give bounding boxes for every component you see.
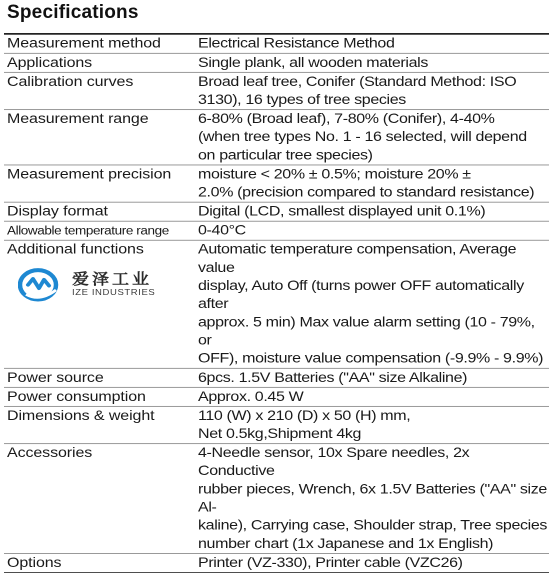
spec-row-accessories xyxy=(4,444,549,554)
spec-value-line: Broad leaf tree, Conifer (Standard Method: ISO xyxy=(198,74,517,90)
spec-value-line: Printer (VZ-330), Printer cable (VZC26) xyxy=(198,555,463,571)
spec-label: Power consumption xyxy=(7,389,146,405)
spec-value-line: OFF), moisture value compensation (-9.9% - 9.9%) xyxy=(198,351,544,367)
logo-chinese-text: 爱泽工业 xyxy=(72,270,152,289)
logo-english-text: IZE INDUSTRIES xyxy=(72,288,156,298)
spec-value-line: display, Auto Off (turns power OFF automatically after xyxy=(198,278,524,312)
spec-label: Dimensions & weight xyxy=(7,408,155,424)
spec-row-measurement-method xyxy=(4,35,549,54)
spec-label-cell xyxy=(4,241,194,368)
logo-text xyxy=(72,271,155,299)
spec-label: Calibration curves xyxy=(7,74,134,90)
spec-row-additional-functions xyxy=(4,241,549,369)
spec-value-line: number chart (1x Japanese and 1x English) xyxy=(198,536,494,552)
spec-value xyxy=(194,369,549,387)
spec-value-line: rubber pieces, Wrench, 6x 1.5V Batteries ("AA" size Al- xyxy=(198,482,547,516)
spec-label: Measurement method xyxy=(7,36,161,52)
spec-value-line: Single plank, all wooden materials xyxy=(198,55,429,71)
page-title: Specifications xyxy=(7,2,139,23)
spec-label: Accessories xyxy=(7,445,93,461)
spec-value-line: Digital (LCD, smallest displayed unit 0.1%) xyxy=(198,204,486,220)
spec-value-line: (when tree types No. 1 - 16 selected, will depend xyxy=(198,129,527,145)
spec-value-line: Approx. 0.45 W xyxy=(198,389,304,405)
spec-value-line: 0-40°C xyxy=(198,223,246,239)
spec-label: Allowable temperature range xyxy=(7,224,169,238)
spec-label: Applications xyxy=(7,55,93,71)
spec-label: Measurement range xyxy=(7,111,149,127)
spec-row-applications xyxy=(4,54,549,73)
spec-value-line: approx. 5 min) Max value alarm setting (10 - 79%, or xyxy=(198,315,535,348)
ize-logo-icon xyxy=(18,268,62,303)
spec-value xyxy=(194,54,549,72)
spec-value-line: 2.0% (precision compared to standard resistance) xyxy=(198,185,535,201)
company-logo xyxy=(18,268,155,303)
spec-value-line: Net 0.5kg,Shipment 4kg xyxy=(198,426,362,442)
spec-value xyxy=(194,554,549,572)
spec-row-display-format xyxy=(4,203,549,222)
spec-value xyxy=(194,73,549,109)
spec-value xyxy=(194,222,549,240)
spec-value-line: 3130), 16 types of tree species xyxy=(198,92,406,108)
spec-row-power-consumption xyxy=(4,388,549,407)
spec-value xyxy=(194,165,549,201)
spec-value-line: 6-80% (Broad leaf), 7-80% (Conifer), 4-40% xyxy=(198,111,495,127)
specifications-table xyxy=(4,33,549,573)
spec-label: Display format xyxy=(7,204,108,220)
spec-row-options xyxy=(4,554,549,573)
spec-row-allowable-temperature-range xyxy=(4,222,549,241)
spec-value xyxy=(194,241,549,368)
spec-value-line: 110 (W) x 210 (D) x 50 (H) mm, xyxy=(198,408,411,424)
spec-value-line: moisture < 20% ± 0.5%; moisture 20% ± xyxy=(198,167,471,182)
spec-row-measurement-range xyxy=(4,110,549,165)
spec-row-calibration-curves xyxy=(4,73,549,110)
spec-label: Power source xyxy=(7,370,104,386)
spec-value xyxy=(194,444,549,553)
spec-value-line: 4-Needle sensor, 10x Spare needles, 2x Conductive xyxy=(198,445,470,479)
spec-value xyxy=(194,203,549,221)
spec-value-line: kaline), Carrying case, Shoulder strap, Tree species xyxy=(198,518,548,534)
spec-label: Additional functions xyxy=(7,242,144,258)
spec-value xyxy=(194,110,549,165)
spec-row-dimensions-weight xyxy=(4,407,549,444)
spec-label: Options xyxy=(7,555,62,571)
spec-value xyxy=(194,35,549,53)
spec-value-line: on particular tree species) xyxy=(198,148,373,163)
spec-row-power-source xyxy=(4,369,549,388)
spec-value-line: 6pcs. 1.5V Batteries ("AA" size Alkaline) xyxy=(198,370,468,386)
spec-value-line: Electrical Resistance Method xyxy=(198,36,395,52)
spec-value xyxy=(194,407,549,443)
spec-label: Measurement precision xyxy=(7,167,172,182)
spec-row-measurement-precision xyxy=(4,165,549,202)
spec-value xyxy=(194,388,549,406)
spec-value-line: Automatic temperature compensation, Average value xyxy=(198,242,517,276)
